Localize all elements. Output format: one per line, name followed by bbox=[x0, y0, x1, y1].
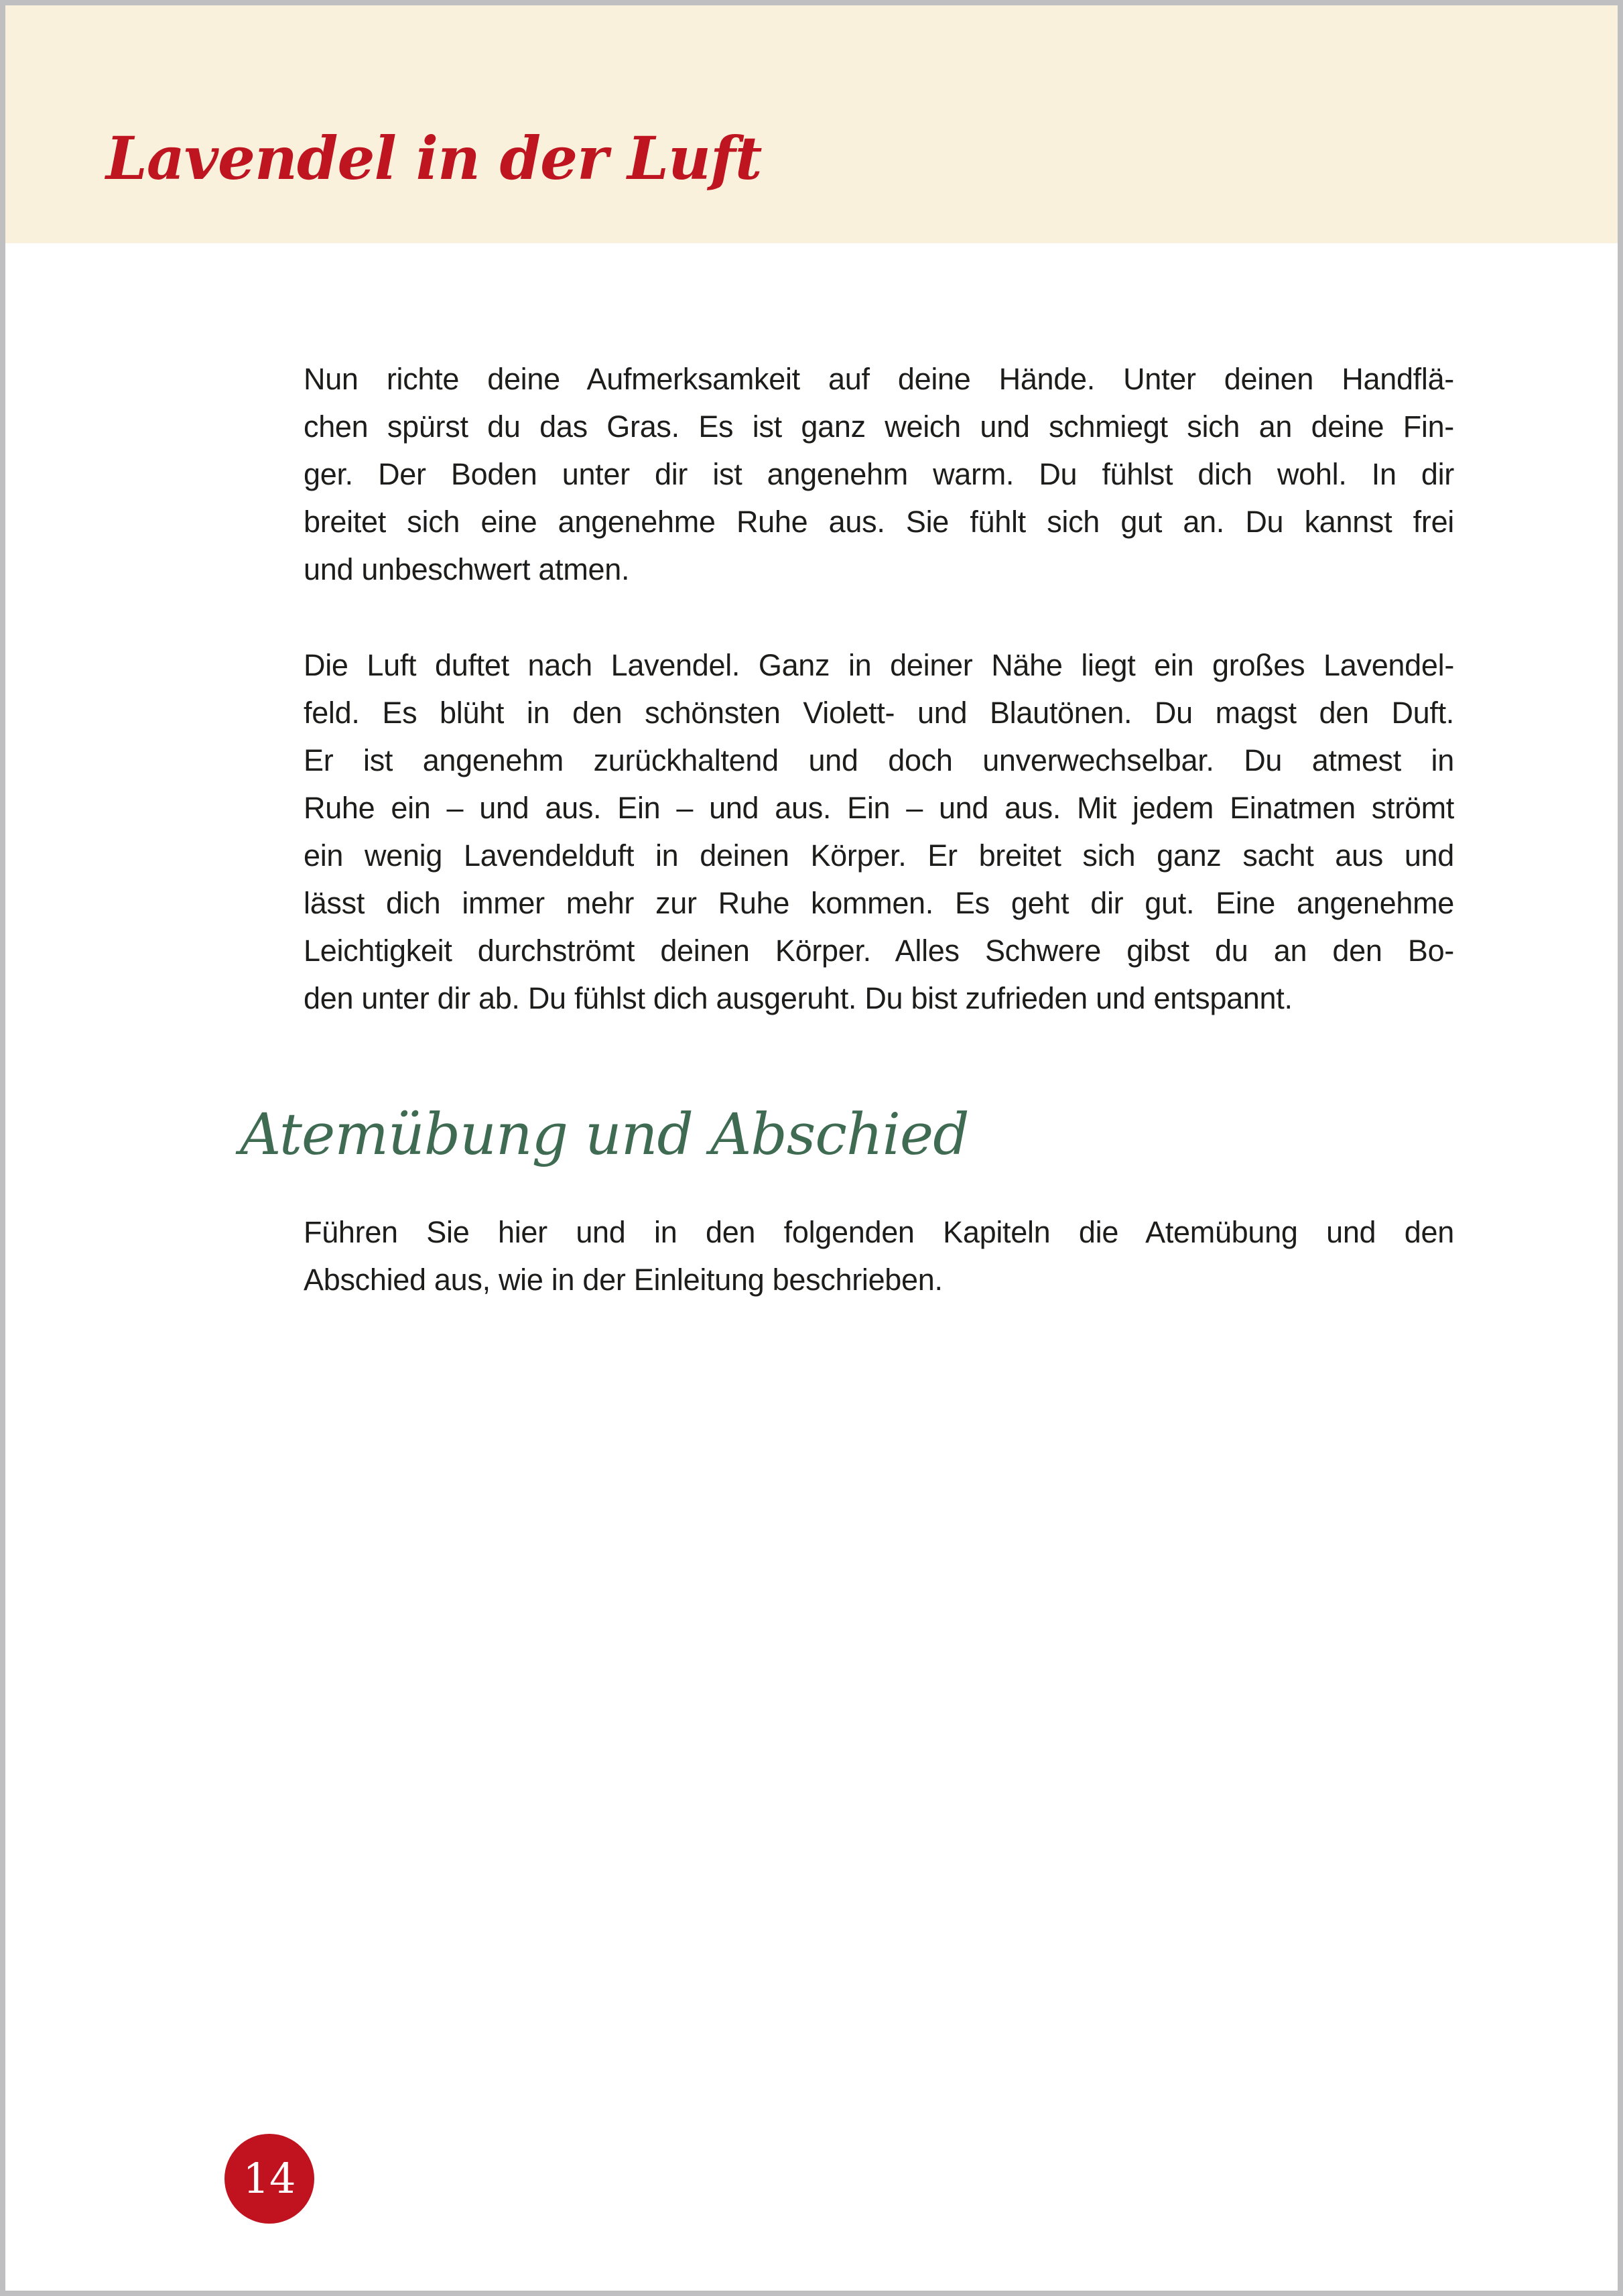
text-line: Die Luft duftet nach Lavendel. Ganz in deiner Nähe liegt ein großes Lavendel- bbox=[304, 648, 1454, 682]
section-heading: Atemübung und Abschied bbox=[240, 1102, 969, 1168]
chapter-header-band bbox=[5, 5, 1618, 243]
text-line: den unter dir ab. Du fühlst dich ausgeruht. Du bist zufrieden und entspannt. bbox=[304, 981, 1293, 1015]
paragraph-1 bbox=[304, 355, 1454, 593]
paragraph-2 bbox=[304, 641, 1454, 1022]
page-number: 14 bbox=[243, 2154, 296, 2203]
page-content bbox=[240, 243, 1454, 1352]
paragraph-3 bbox=[304, 1208, 1454, 1303]
text-line: Ruhe ein – und aus. Ein – und aus. Ein – und aus. Mit jedem Einatmen strömt bbox=[304, 791, 1454, 825]
text-line: Er ist angenehm zurückhaltend und doch unverwechselbar. Du atmest in bbox=[304, 743, 1454, 777]
text-line: Abschied aus, wie in der Einleitung beschrieben. bbox=[304, 1262, 943, 1297]
text-line: und unbeschwert atmen. bbox=[304, 552, 630, 586]
text-line: feld. Es blüht in den schönsten Violett- und Blautönen. Du magst den Duft. bbox=[304, 696, 1454, 730]
book-page bbox=[5, 5, 1618, 2291]
text-line: Leichtigkeit durchströmt deinen Körper. Alles Schwere gibst du an den Bo- bbox=[304, 934, 1454, 968]
text-line: chen spürst du das Gras. Es ist ganz weich und schmiegt sich an deine Fin- bbox=[304, 409, 1454, 444]
page-number-badge bbox=[224, 2134, 314, 2224]
text-line: breitet sich eine angenehme Ruhe aus. Sie fühlt sich gut an. Du kannst frei bbox=[304, 505, 1454, 539]
text-line: Führen Sie hier und in den folgenden Kapiteln die Atemübung und den bbox=[304, 1214, 1454, 1249]
text-line: lässt dich immer mehr zur Ruhe kommen. Es geht dir gut. Eine angenehme bbox=[304, 886, 1454, 920]
chapter-title: Lavendel in der Luft bbox=[106, 123, 762, 193]
text-line: ein wenig Lavendelduft in deinen Körper. Er breitet sich ganz sacht aus und bbox=[304, 838, 1454, 873]
text-line: Nun richte deine Aufmerksamkeit auf deine Hände. Unter deinen Handflä- bbox=[304, 362, 1454, 396]
text-line: ger. Der Boden unter dir ist angenehm warm. Du fühlst dich wohl. In dir bbox=[304, 457, 1454, 491]
